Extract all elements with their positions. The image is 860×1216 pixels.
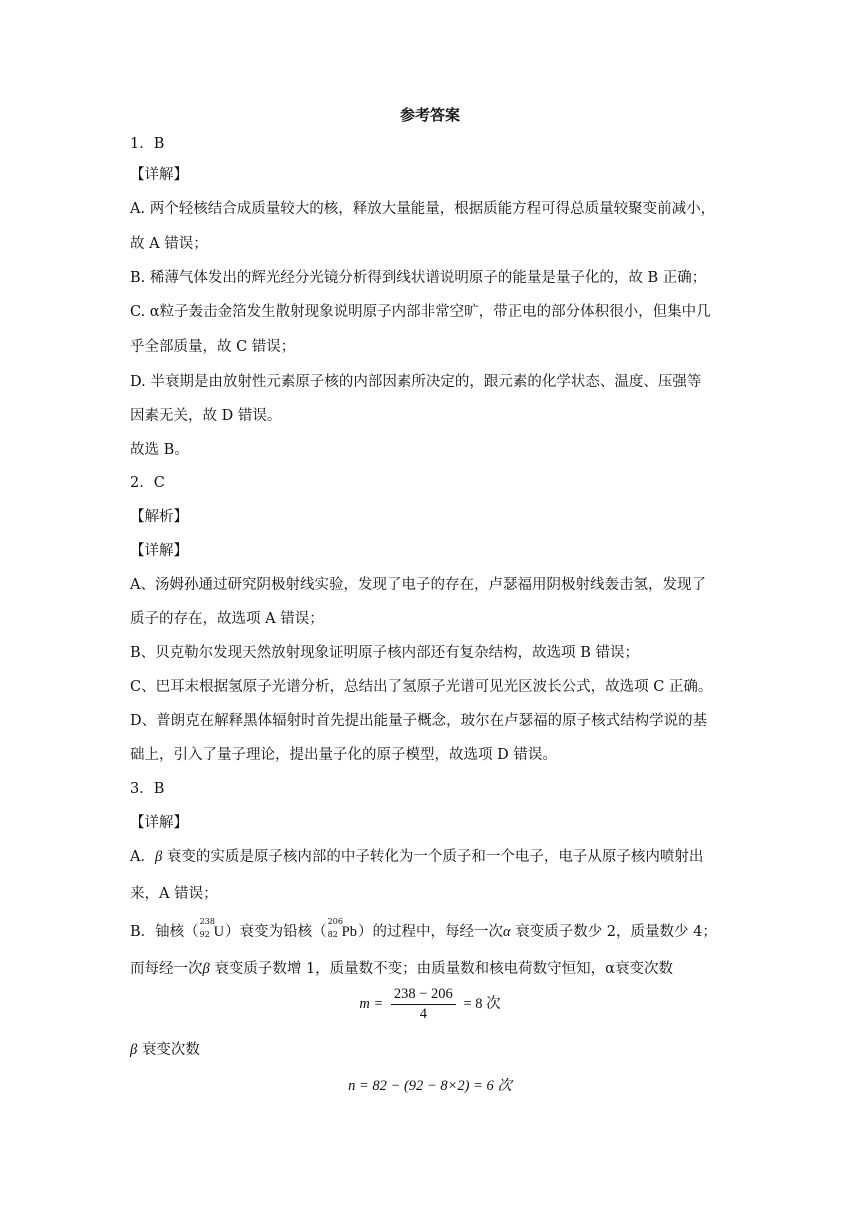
explanation-heading: 【详解】 bbox=[130, 543, 188, 559]
equation-rhs: = 8 次 bbox=[463, 995, 501, 1012]
text-line: B. 稀薄气体发出的辉光经分光镜分析得到线状谱说明原子的能量是量子化的，故 B 正确； bbox=[130, 270, 707, 286]
text-line: A、汤姆孙通过研究阴极射线实验，发现了电子的存在，卢瑟福用阴极射线轰击氢，发现了 bbox=[130, 577, 706, 593]
explanation-heading: 【详解】 bbox=[130, 815, 188, 831]
text-line: C、巴耳末根据氢原子光谱分析，总结出了氢原子光谱可见光区波长公式，故选项 C 正确。 bbox=[130, 679, 713, 695]
text-line: 故选 B。 bbox=[130, 442, 189, 458]
text-line: 础上，引入了量子理论，提出量子化的原子模型，故选项 D 错误。 bbox=[130, 747, 557, 763]
text-line: 故 A 错误； bbox=[130, 236, 208, 252]
text-line: D、普朗克在解释黑体辐射时首先提出能量子概念，玻尔在卢瑟福的原子核式结构学说的基 bbox=[130, 713, 708, 729]
beta-symbol: β bbox=[154, 849, 163, 865]
mass-number: 238 bbox=[199, 917, 215, 926]
atomic-number: 82 bbox=[327, 930, 338, 939]
text-line bbox=[130, 847, 703, 867]
mass-number: 206 bbox=[327, 917, 343, 926]
text-line bbox=[130, 1040, 200, 1060]
element-symbol: U bbox=[213, 924, 225, 940]
text-fragment: ）衰变为铅核（ bbox=[225, 924, 327, 940]
text-fragment: B．铀核（ bbox=[130, 924, 199, 940]
text-fragment: 而每经一次 bbox=[130, 961, 203, 977]
text-fragment: 衰变质子数增 1，质量数不变；由质量数和核电荷数守恒知，α衰变次数 bbox=[209, 961, 673, 977]
atomic-number: 92 bbox=[199, 930, 210, 939]
text-fragment: 衰变的实质是原子核内部的中子转化为一个质子和一个电子，电子从原子核内喷射出 bbox=[162, 849, 704, 865]
page-title: 参考答案 bbox=[399, 106, 460, 124]
text-line bbox=[130, 959, 673, 979]
uranium-nuclide bbox=[199, 917, 225, 942]
answer-3-label: 3．B bbox=[130, 781, 165, 797]
text-fragment: 衰变质子数少 2，质量数少 4； bbox=[510, 924, 717, 940]
equation-lhs: m = bbox=[359, 995, 384, 1012]
alpha-symbol: α bbox=[502, 924, 511, 940]
beta-symbol: β bbox=[202, 961, 210, 977]
equation-beta-count: n = 82 − (92 − 8×2) = 6 次 bbox=[348, 1078, 512, 1094]
equation-alpha-count bbox=[0, 986, 860, 1023]
text-line: B、贝克勒尔发现天然放射现象证明原子核内部还有复杂结构，故选项 B 错误； bbox=[130, 645, 640, 661]
text-fragment: 衰变次数 bbox=[137, 1042, 200, 1058]
text-line: 乎全部质量，故 C 错误； bbox=[130, 339, 296, 355]
text-line: A. 两个轻核结合成质量较大的核，释放大量能量，根据质能方程可得总质量较聚变前减小， bbox=[130, 201, 716, 217]
answer-1-label: 1．B bbox=[130, 136, 165, 152]
text-line bbox=[130, 917, 717, 942]
text-line: 因素无关，故 D 错误。 bbox=[130, 408, 282, 424]
fraction bbox=[391, 986, 456, 1023]
text-line: C. α粒子轰击金箔发生散射现象说明原子内部非常空旷，带正电的部分体积很小，但集中几 bbox=[130, 304, 711, 320]
explanation-heading: 【详解】 bbox=[130, 167, 188, 183]
element-symbol: Pb bbox=[341, 924, 357, 940]
analysis-heading: 【解析】 bbox=[130, 509, 188, 525]
text-fragment: ）的过程中，每经一次 bbox=[357, 924, 503, 940]
beta-symbol: β bbox=[130, 1042, 138, 1058]
fraction-denominator: 4 bbox=[419, 1006, 427, 1022]
text-line: 质子的存在，故选项 A 错误； bbox=[130, 611, 324, 627]
answer-2-label: 2．C bbox=[130, 475, 165, 491]
lead-nuclide bbox=[327, 917, 357, 942]
text-line: D. 半衰期是由放射性元素原子核的内部因素所决定的，跟元素的化学状态、温度、压强等 bbox=[130, 374, 702, 390]
text-line: 来，A 错误； bbox=[130, 886, 218, 902]
fraction-numerator: 238 − 206 bbox=[391, 986, 456, 1005]
text-fragment: A． bbox=[130, 849, 155, 865]
